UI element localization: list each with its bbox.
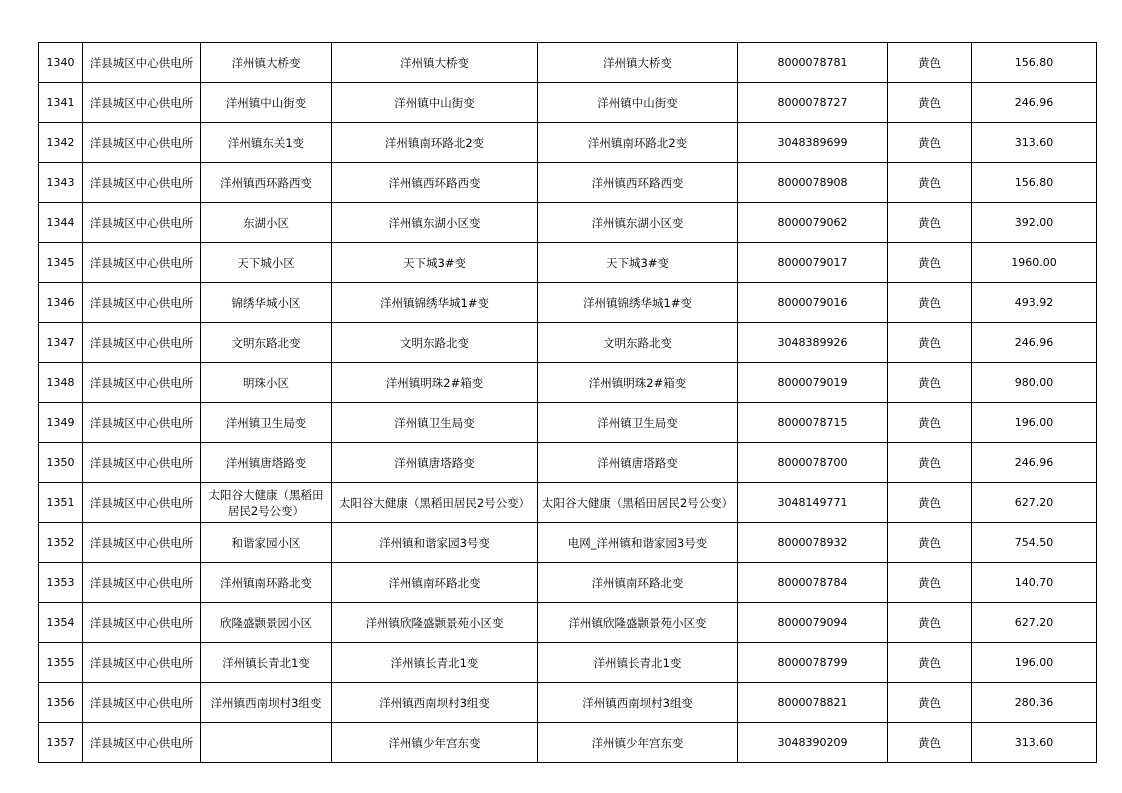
- alert-level-cell: 黄色: [888, 243, 972, 283]
- transformer-record-cell: 洋州镇南环路北变: [538, 563, 738, 603]
- meter-code-cell: 8000079016: [738, 283, 888, 323]
- alert-level-cell: 黄色: [888, 523, 972, 563]
- table-row: [39, 643, 1097, 683]
- transformer-record-cell: 洋州镇欣隆盛颢景苑小区变: [538, 603, 738, 643]
- transformer-record-cell: 洋州镇西环路西变: [538, 163, 738, 203]
- supply-unit-cell: 洋县城区中心供电所: [83, 483, 201, 523]
- capacity-value-cell: 313.60: [972, 723, 1097, 763]
- supply-unit-cell: 洋县城区中心供电所: [83, 723, 201, 763]
- row-number: 1340: [39, 43, 83, 83]
- table-row: [39, 603, 1097, 643]
- area-name-cell: 东湖小区: [201, 203, 332, 243]
- capacity-value-cell: 313.60: [972, 123, 1097, 163]
- row-number: 1341: [39, 83, 83, 123]
- row-number: 1357: [39, 723, 83, 763]
- meter-code-cell: 8000079019: [738, 363, 888, 403]
- table-row: [39, 363, 1097, 403]
- area-name-cell: 洋州镇大桥变: [201, 43, 332, 83]
- row-number: 1354: [39, 603, 83, 643]
- area-name-cell: 洋州镇卫生局变: [201, 403, 332, 443]
- transformer-name-cell: 洋州镇卫生局变: [332, 403, 538, 443]
- area-name-cell: 洋州镇东关1变: [201, 123, 332, 163]
- meter-code-cell: 8000079062: [738, 203, 888, 243]
- capacity-value-cell: 392.00: [972, 203, 1097, 243]
- row-number: 1343: [39, 163, 83, 203]
- alert-level-cell: 黄色: [888, 443, 972, 483]
- area-name-cell: 和谐家园小区: [201, 523, 332, 563]
- transformer-record-cell: 洋州镇长青北1变: [538, 643, 738, 683]
- capacity-value-cell: 980.00: [972, 363, 1097, 403]
- meter-code-cell: 3048389926: [738, 323, 888, 363]
- row-number: 1347: [39, 323, 83, 363]
- transformer-name-cell: 洋州镇明珠2#箱变: [332, 363, 538, 403]
- supply-unit-cell: 洋县城区中心供电所: [83, 403, 201, 443]
- capacity-value-cell: 246.96: [972, 443, 1097, 483]
- transformer-record-cell: 文明东路北变: [538, 323, 738, 363]
- transformer-name-cell: 文明东路北变: [332, 323, 538, 363]
- supply-unit-cell: 洋县城区中心供电所: [83, 643, 201, 683]
- supply-unit-cell: 洋县城区中心供电所: [83, 243, 201, 283]
- meter-code-cell: 3048389699: [738, 123, 888, 163]
- supply-unit-cell: 洋县城区中心供电所: [83, 163, 201, 203]
- capacity-value-cell: 156.80: [972, 43, 1097, 83]
- transformer-name-cell: 洋州镇东湖小区变: [332, 203, 538, 243]
- transformer-name-cell: 洋州镇少年宫东变: [332, 723, 538, 763]
- table-row: [39, 43, 1097, 83]
- meter-code-cell: 8000078715: [738, 403, 888, 443]
- table-row: [39, 723, 1097, 763]
- transformer-name-cell: 太阳谷大健康（黑稻田居民2号公变）: [332, 483, 538, 523]
- transformer-record-cell: 洋州镇唐塔路变: [538, 443, 738, 483]
- area-name-cell: 洋州镇西环路西变: [201, 163, 332, 203]
- area-name-cell: 洋州镇西南坝村3组变: [201, 683, 332, 723]
- row-number: 1344: [39, 203, 83, 243]
- alert-level-cell: 黄色: [888, 283, 972, 323]
- transformer-record-cell: 洋州镇大桥变: [538, 43, 738, 83]
- transformer-name-cell: 洋州镇南环路北变: [332, 563, 538, 603]
- meter-code-cell: 8000078781: [738, 43, 888, 83]
- supply-unit-cell: 洋县城区中心供电所: [83, 203, 201, 243]
- alert-level-cell: 黄色: [888, 203, 972, 243]
- alert-level-cell: 黄色: [888, 403, 972, 443]
- transformer-name-cell: 天下城3#变: [332, 243, 538, 283]
- transformer-name-cell: 洋州镇南环路北2变: [332, 123, 538, 163]
- table-row: [39, 203, 1097, 243]
- area-name-cell: 洋州镇长青北1变: [201, 643, 332, 683]
- alert-level-cell: 黄色: [888, 43, 972, 83]
- row-number: 1346: [39, 283, 83, 323]
- transformer-record-cell: 洋州镇少年宫东变: [538, 723, 738, 763]
- row-number: 1350: [39, 443, 83, 483]
- alert-level-cell: 黄色: [888, 123, 972, 163]
- supply-unit-cell: 洋县城区中心供电所: [83, 683, 201, 723]
- area-name-cell: 锦绣华城小区: [201, 283, 332, 323]
- area-name-cell: 洋州镇唐塔路变: [201, 443, 332, 483]
- alert-level-cell: 黄色: [888, 483, 972, 523]
- area-name-cell: 明珠小区: [201, 363, 332, 403]
- data-table: [38, 42, 1097, 763]
- supply-unit-cell: 洋县城区中心供电所: [83, 283, 201, 323]
- supply-unit-cell: 洋县城区中心供电所: [83, 363, 201, 403]
- transformer-name-cell: 洋州镇和谐家园3号变: [332, 523, 538, 563]
- table-row: [39, 563, 1097, 603]
- row-number: 1353: [39, 563, 83, 603]
- capacity-value-cell: 493.92: [972, 283, 1097, 323]
- alert-level-cell: 黄色: [888, 323, 972, 363]
- area-name-cell: 洋州镇南环路北变: [201, 563, 332, 603]
- table-row: [39, 123, 1097, 163]
- supply-unit-cell: 洋县城区中心供电所: [83, 323, 201, 363]
- row-number: 1352: [39, 523, 83, 563]
- supply-unit-cell: 洋县城区中心供电所: [83, 523, 201, 563]
- meter-code-cell: 8000078799: [738, 643, 888, 683]
- row-number: 1345: [39, 243, 83, 283]
- transformer-record-cell: 洋州镇中山街变: [538, 83, 738, 123]
- table-row: [39, 523, 1097, 563]
- transformer-name-cell: 洋州镇唐塔路变: [332, 443, 538, 483]
- capacity-value-cell: 196.00: [972, 403, 1097, 443]
- capacity-value-cell: 246.96: [972, 83, 1097, 123]
- supply-unit-cell: 洋县城区中心供电所: [83, 83, 201, 123]
- table-row: [39, 483, 1097, 523]
- alert-level-cell: 黄色: [888, 603, 972, 643]
- table-row: [39, 243, 1097, 283]
- supply-unit-cell: 洋县城区中心供电所: [83, 443, 201, 483]
- meter-code-cell: 8000078700: [738, 443, 888, 483]
- capacity-value-cell: 140.70: [972, 563, 1097, 603]
- transformer-name-cell: 洋州镇锦绣华城1#变: [332, 283, 538, 323]
- table-row: [39, 83, 1097, 123]
- table-row: [39, 323, 1097, 363]
- area-name-cell: 文明东路北变: [201, 323, 332, 363]
- alert-level-cell: 黄色: [888, 163, 972, 203]
- capacity-value-cell: 196.00: [972, 643, 1097, 683]
- supply-unit-cell: 洋县城区中心供电所: [83, 123, 201, 163]
- alert-level-cell: 黄色: [888, 683, 972, 723]
- meter-code-cell: 8000078932: [738, 523, 888, 563]
- capacity-value-cell: 246.96: [972, 323, 1097, 363]
- row-number: 1348: [39, 363, 83, 403]
- area-name-cell: 天下城小区: [201, 243, 332, 283]
- transformer-name-cell: 洋州镇大桥变: [332, 43, 538, 83]
- capacity-value-cell: 156.80: [972, 163, 1097, 203]
- transformer-record-cell: 电网_洋州镇和谐家园3号变: [538, 523, 738, 563]
- area-name-cell: 太阳谷大健康（黑稻田居民2号公变）: [201, 483, 332, 523]
- capacity-value-cell: 627.20: [972, 603, 1097, 643]
- capacity-value-cell: 754.50: [972, 523, 1097, 563]
- transformer-record-cell: 太阳谷大健康（黑稻田居民2号公变）: [538, 483, 738, 523]
- transformer-name-cell: 洋州镇西环路西变: [332, 163, 538, 203]
- row-number: 1351: [39, 483, 83, 523]
- alert-level-cell: 黄色: [888, 83, 972, 123]
- area-name-cell: [201, 723, 332, 763]
- table-row: [39, 403, 1097, 443]
- transformer-name-cell: 洋州镇中山街变: [332, 83, 538, 123]
- alert-level-cell: 黄色: [888, 563, 972, 603]
- alert-level-cell: 黄色: [888, 643, 972, 683]
- transformer-name-cell: 洋州镇欣隆盛颢景苑小区变: [332, 603, 538, 643]
- meter-code-cell: 3048149771: [738, 483, 888, 523]
- table-row: [39, 283, 1097, 323]
- meter-code-cell: 8000078821: [738, 683, 888, 723]
- alert-level-cell: 黄色: [888, 363, 972, 403]
- transformer-record-cell: 洋州镇卫生局变: [538, 403, 738, 443]
- row-number: 1355: [39, 643, 83, 683]
- supply-unit-cell: 洋县城区中心供电所: [83, 603, 201, 643]
- meter-code-cell: 3048390209: [738, 723, 888, 763]
- meter-code-cell: 8000078727: [738, 83, 888, 123]
- transformer-name-cell: 洋州镇长青北1变: [332, 643, 538, 683]
- alert-level-cell: 黄色: [888, 723, 972, 763]
- area-name-cell: 洋州镇中山街变: [201, 83, 332, 123]
- transformer-record-cell: 洋州镇南环路北2变: [538, 123, 738, 163]
- transformer-record-cell: 洋州镇西南坝村3组变: [538, 683, 738, 723]
- capacity-value-cell: 1960.00: [972, 243, 1097, 283]
- meter-code-cell: 8000079017: [738, 243, 888, 283]
- meter-code-cell: 8000079094: [738, 603, 888, 643]
- transformer-name-cell: 洋州镇西南坝村3组变: [332, 683, 538, 723]
- capacity-value-cell: 627.20: [972, 483, 1097, 523]
- supply-unit-cell: 洋县城区中心供电所: [83, 43, 201, 83]
- capacity-value-cell: 280.36: [972, 683, 1097, 723]
- table-body: [39, 43, 1097, 763]
- row-number: 1356: [39, 683, 83, 723]
- transformer-record-cell: 洋州镇东湖小区变: [538, 203, 738, 243]
- row-number: 1349: [39, 403, 83, 443]
- meter-code-cell: 8000078908: [738, 163, 888, 203]
- transformer-record-cell: 洋州镇明珠2#箱变: [538, 363, 738, 403]
- meter-code-cell: 8000078784: [738, 563, 888, 603]
- row-number: 1342: [39, 123, 83, 163]
- transformer-record-cell: 洋州镇锦绣华城1#变: [538, 283, 738, 323]
- area-name-cell: 欣隆盛颢景园小区: [201, 603, 332, 643]
- transformer-record-cell: 天下城3#变: [538, 243, 738, 283]
- table-row: [39, 163, 1097, 203]
- table-row: [39, 683, 1097, 723]
- table-row: [39, 443, 1097, 483]
- supply-unit-cell: 洋县城区中心供电所: [83, 563, 201, 603]
